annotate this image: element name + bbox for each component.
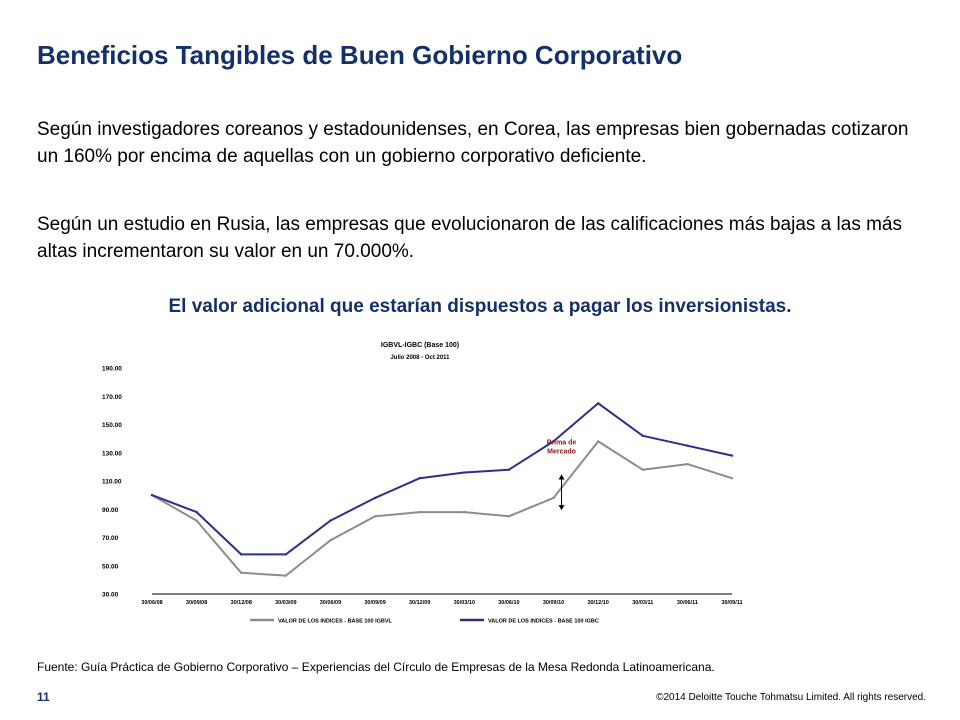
- x-tick-label: 30/12/09: [408, 600, 431, 606]
- x-tick-label: 30/09/10: [542, 600, 565, 606]
- annotation-arrow-head-top: [559, 475, 565, 480]
- y-axis: [102, 366, 122, 599]
- legend-label: VALOR DE LOS INDICES - BASE 100 IGBVL: [278, 618, 392, 625]
- series-point: [418, 477, 420, 479]
- legend-label: VALOR DE LOS INDICES - BASE 100 IGBC: [488, 618, 599, 625]
- chart-legend: [250, 619, 599, 625]
- series-point: [642, 469, 644, 471]
- series-line-igbc: [152, 403, 732, 554]
- series-point: [285, 574, 287, 576]
- copyright-notice: ©2014 Deloitte Touche Tohmatsu Limited. All rights reserved.: [656, 692, 926, 703]
- series-point: [329, 539, 331, 541]
- page-number: 11: [37, 690, 50, 704]
- series-point: [463, 471, 465, 473]
- series-layer: [151, 402, 733, 577]
- x-tick-label: 30/06/09: [319, 600, 342, 606]
- y-tick-label: 150.00: [102, 422, 122, 429]
- index-line-chart: [100, 332, 750, 632]
- annotation-arrow-head-bottom: [559, 505, 565, 510]
- paragraph-korea: Según investigadores coreanos y estadounidenses, en Corea, las empresas bien gobernadas cotizaron un 160% por encima de aquellas con un gobierno corporativo deficiente.: [37, 119, 909, 167]
- x-tick-label: 30/06/11: [676, 600, 698, 606]
- source-note: Fuente: Guía Práctica de Gobierno Corporativo – Experiencias del Círculo de Empresas de la Mesa Redonda Latinoamericana.: [37, 660, 715, 674]
- series-point: [329, 519, 331, 521]
- y-tick-label: 170.00: [102, 393, 122, 401]
- y-tick-label: 70.00: [102, 535, 119, 542]
- series-point: [597, 402, 599, 404]
- annotation-label-line2: Mercado: [547, 448, 576, 456]
- series-point: [151, 494, 153, 496]
- y-tick-label: 50.00: [102, 563, 119, 571]
- series-point: [686, 444, 688, 446]
- series-point: [240, 572, 242, 574]
- y-tick-label: 190.00: [102, 365, 122, 373]
- series-point: [463, 511, 465, 513]
- series-point: [285, 553, 287, 555]
- x-tick-label: 30/03/11: [632, 600, 654, 606]
- y-tick-label: 90.00: [102, 506, 119, 514]
- slide-title: Beneficios Tangibles de Buen Gobierno Corporativo: [37, 40, 683, 70]
- series-point: [731, 454, 733, 456]
- y-tick-label: 130.00: [102, 450, 122, 458]
- x-tick-label: 30/12/08: [230, 600, 252, 606]
- x-tick-label: 30/12/10: [587, 600, 609, 606]
- series-point: [597, 440, 599, 442]
- y-tick-label: 30.00: [102, 591, 119, 599]
- series-point: [418, 511, 420, 513]
- series-point: [508, 469, 510, 471]
- x-tick-label: 30/06/10: [498, 600, 520, 606]
- x-tick-label: 30/09/11: [721, 600, 743, 606]
- series-point: [374, 497, 376, 499]
- series-point: [240, 553, 242, 555]
- series-point: [552, 497, 554, 499]
- x-tick-label: 30/06/08: [141, 600, 163, 606]
- chart-heading: El valor adicional que estarían dispuestos a pagar los inversionistas.: [168, 296, 792, 317]
- annotation-label-line1: Prima de: [546, 439, 577, 447]
- chart-subtitle: Julio 2008 - Oct 2011: [390, 355, 450, 361]
- series-point: [508, 515, 510, 517]
- x-tick-label: 30/09/09: [364, 600, 386, 606]
- x-tick-label: 30/03/10: [453, 600, 476, 606]
- series-point: [195, 511, 197, 513]
- series-point: [642, 435, 644, 437]
- series-point: [374, 515, 376, 517]
- series-point: [195, 519, 197, 521]
- y-tick-label: 110.00: [102, 478, 122, 486]
- series-point: [686, 463, 688, 465]
- series-line-igbvl: [152, 441, 732, 575]
- x-tick-label: 30/09/08: [185, 600, 208, 606]
- x-axis: [141, 594, 742, 606]
- x-tick-label: 30/03/09: [275, 600, 297, 606]
- paragraph-russia: Según un estudio en Rusia, las empresas que evolucionaron de las calificaciones más bajas a las más altas incrementaron su valor en un 70.000%.: [37, 214, 902, 262]
- chart-title: IGBVL-IGBC (Base 100): [380, 342, 460, 349]
- series-point: [731, 477, 733, 479]
